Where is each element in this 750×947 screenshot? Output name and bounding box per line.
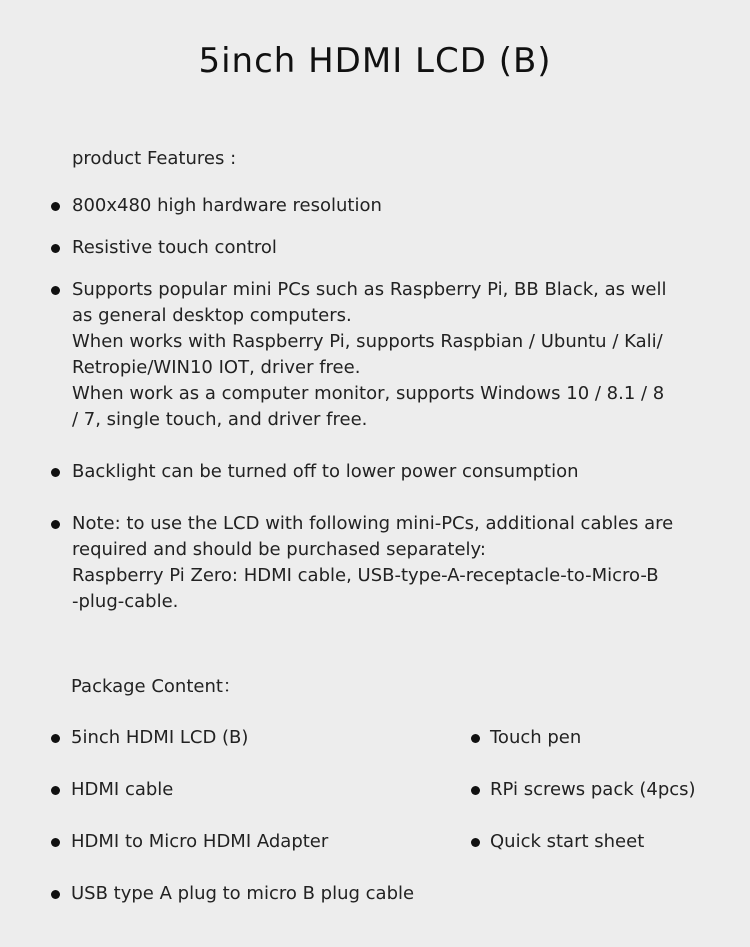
- bullet-icon: [51, 734, 60, 743]
- bullet-icon: [51, 244, 60, 253]
- feature-item: [72, 511, 722, 615]
- bullet-icon: [51, 202, 60, 211]
- feature-line: 800x480 high hardware resolution: [72, 195, 382, 216]
- page-title: 5inch HDMI LCD (B): [198, 41, 552, 81]
- bullet-icon: [51, 520, 60, 529]
- features-heading: product Features :: [72, 148, 237, 169]
- feature-line: Supports popular mini PCs such as Raspberry Pi, BB Black, as well: [72, 279, 667, 300]
- feature-line: When works with Raspberry Pi, supports Raspbian / Ubuntu / Kali/: [72, 331, 663, 352]
- package-item: RPi screws pack (4pcs): [490, 779, 696, 800]
- feature-line: Raspberry Pi Zero: HDMI cable, USB-type-A-receptacle-to-Micro-B: [72, 565, 659, 586]
- bullet-icon: [471, 786, 480, 795]
- feature-line: Resistive touch control: [72, 237, 277, 258]
- package-item: HDMI cable: [71, 779, 174, 800]
- feature-item: [72, 277, 722, 433]
- bullet-icon: [51, 468, 60, 477]
- package-item: USB type A plug to micro B plug cable: [71, 883, 415, 904]
- package-item: Touch pen: [490, 727, 582, 748]
- feature-line: required and should be purchased separately:: [72, 539, 486, 560]
- feature-line: Retropie/WIN10 IOT, driver free.: [72, 357, 361, 378]
- bullet-icon: [51, 838, 60, 847]
- bullet-icon: [51, 286, 60, 295]
- feature-line: Backlight can be turned off to lower power consumption: [72, 461, 579, 482]
- bullet-icon: [51, 890, 60, 899]
- bullet-icon: [471, 838, 480, 847]
- package-item: 5inch HDMI LCD (B): [71, 727, 249, 748]
- bullet-icon: [471, 734, 480, 743]
- feature-item: [72, 193, 722, 219]
- feature-item: [72, 459, 722, 485]
- package-item: HDMI to Micro HDMI Adapter: [71, 831, 329, 852]
- feature-line: / 7, single touch, and driver free.: [72, 409, 368, 430]
- package-heading: Package Content：: [71, 676, 241, 697]
- feature-line: When work as a computer monitor, supports Windows 10 / 8.1 / 8: [72, 383, 665, 404]
- feature-line: Note: to use the LCD with following mini-PCs, additional cables are: [72, 513, 674, 534]
- feature-line: -plug-cable.: [72, 591, 179, 612]
- feature-line: as general desktop computers.: [72, 305, 352, 326]
- bullet-icon: [51, 786, 60, 795]
- package-item: Quick start sheet: [490, 831, 645, 852]
- feature-item: [72, 235, 722, 261]
